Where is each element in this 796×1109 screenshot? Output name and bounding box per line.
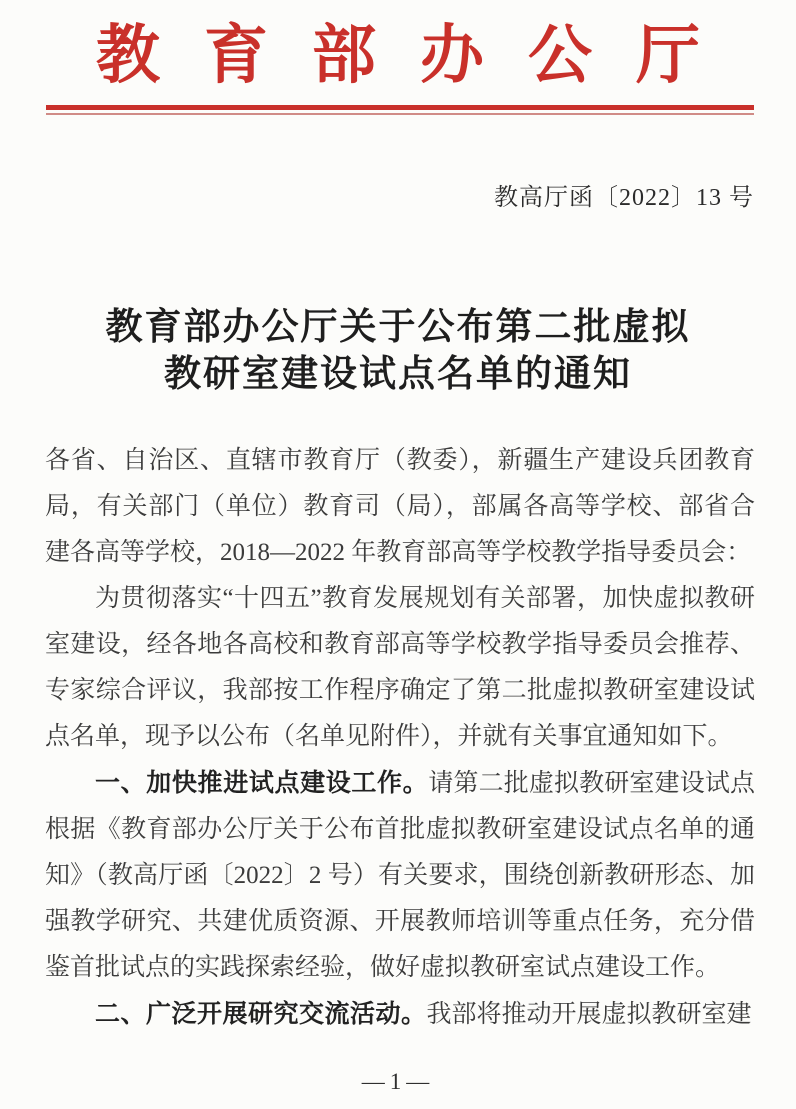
body-text-run: 请第二批虚拟教研室建设试点根据《教育部办公厅关于公布首批虚拟教研室建设试点名单的通知》（教高厅函〔2022〕2 号）有关要求，围绕创新教研形态、加强教学研究、共建优质资源、开展教师培训等重点任务，充分借鉴首批试点的实践探索经验，做好虚拟教研室试点建设工作。 <box>45 770 755 982</box>
body-paragraph <box>45 991 755 1038</box>
notice-title-line2: 教研室建设试点名单的通知 <box>164 354 632 396</box>
red-divider-thin-line <box>46 113 754 115</box>
section-heading-run: 二、广泛开展研究交流活动。 <box>95 1000 427 1029</box>
body-text-run: 各省、自治区、直辖市教育厅（教委），新疆生产建设兵团教育局，有关部门（单位）教育司（局），部属各高等学校、部省合建各高等学校，2018—2022 年教育部高等学校教学指导委员会： <box>45 447 755 567</box>
body-paragraph <box>45 760 755 991</box>
notice-title <box>0 304 796 398</box>
body-text-run: 为贯彻落实“十四五”教育发展规划有关部署，加快虚拟教研室建设，经各地各高校和教育部高等学校教学指导委员会推荐、专家综合评议，我部按工作程序确定了第二批虚拟教研室建设试点名单，现予以公布（名单见附件），并就有关事宜通知如下。 <box>45 585 755 751</box>
body-paragraph <box>45 576 755 760</box>
document-reference-number: 教高厅函〔2022〕13 号 <box>494 185 754 212</box>
notice-body <box>0 438 796 1038</box>
body-paragraph <box>45 438 755 576</box>
page-number: —1— <box>361 1069 435 1094</box>
notice-title-line1: 教育部办公厅关于公布第二批虚拟 <box>105 307 691 349</box>
red-divider <box>46 105 754 115</box>
section-heading-run: 一、加快推进试点建设工作。 <box>95 769 429 798</box>
body-text-run: 我部将推动开展虚拟教研室建 <box>426 1001 752 1029</box>
agency-header-title: 教育部办公厅 <box>96 20 744 91</box>
